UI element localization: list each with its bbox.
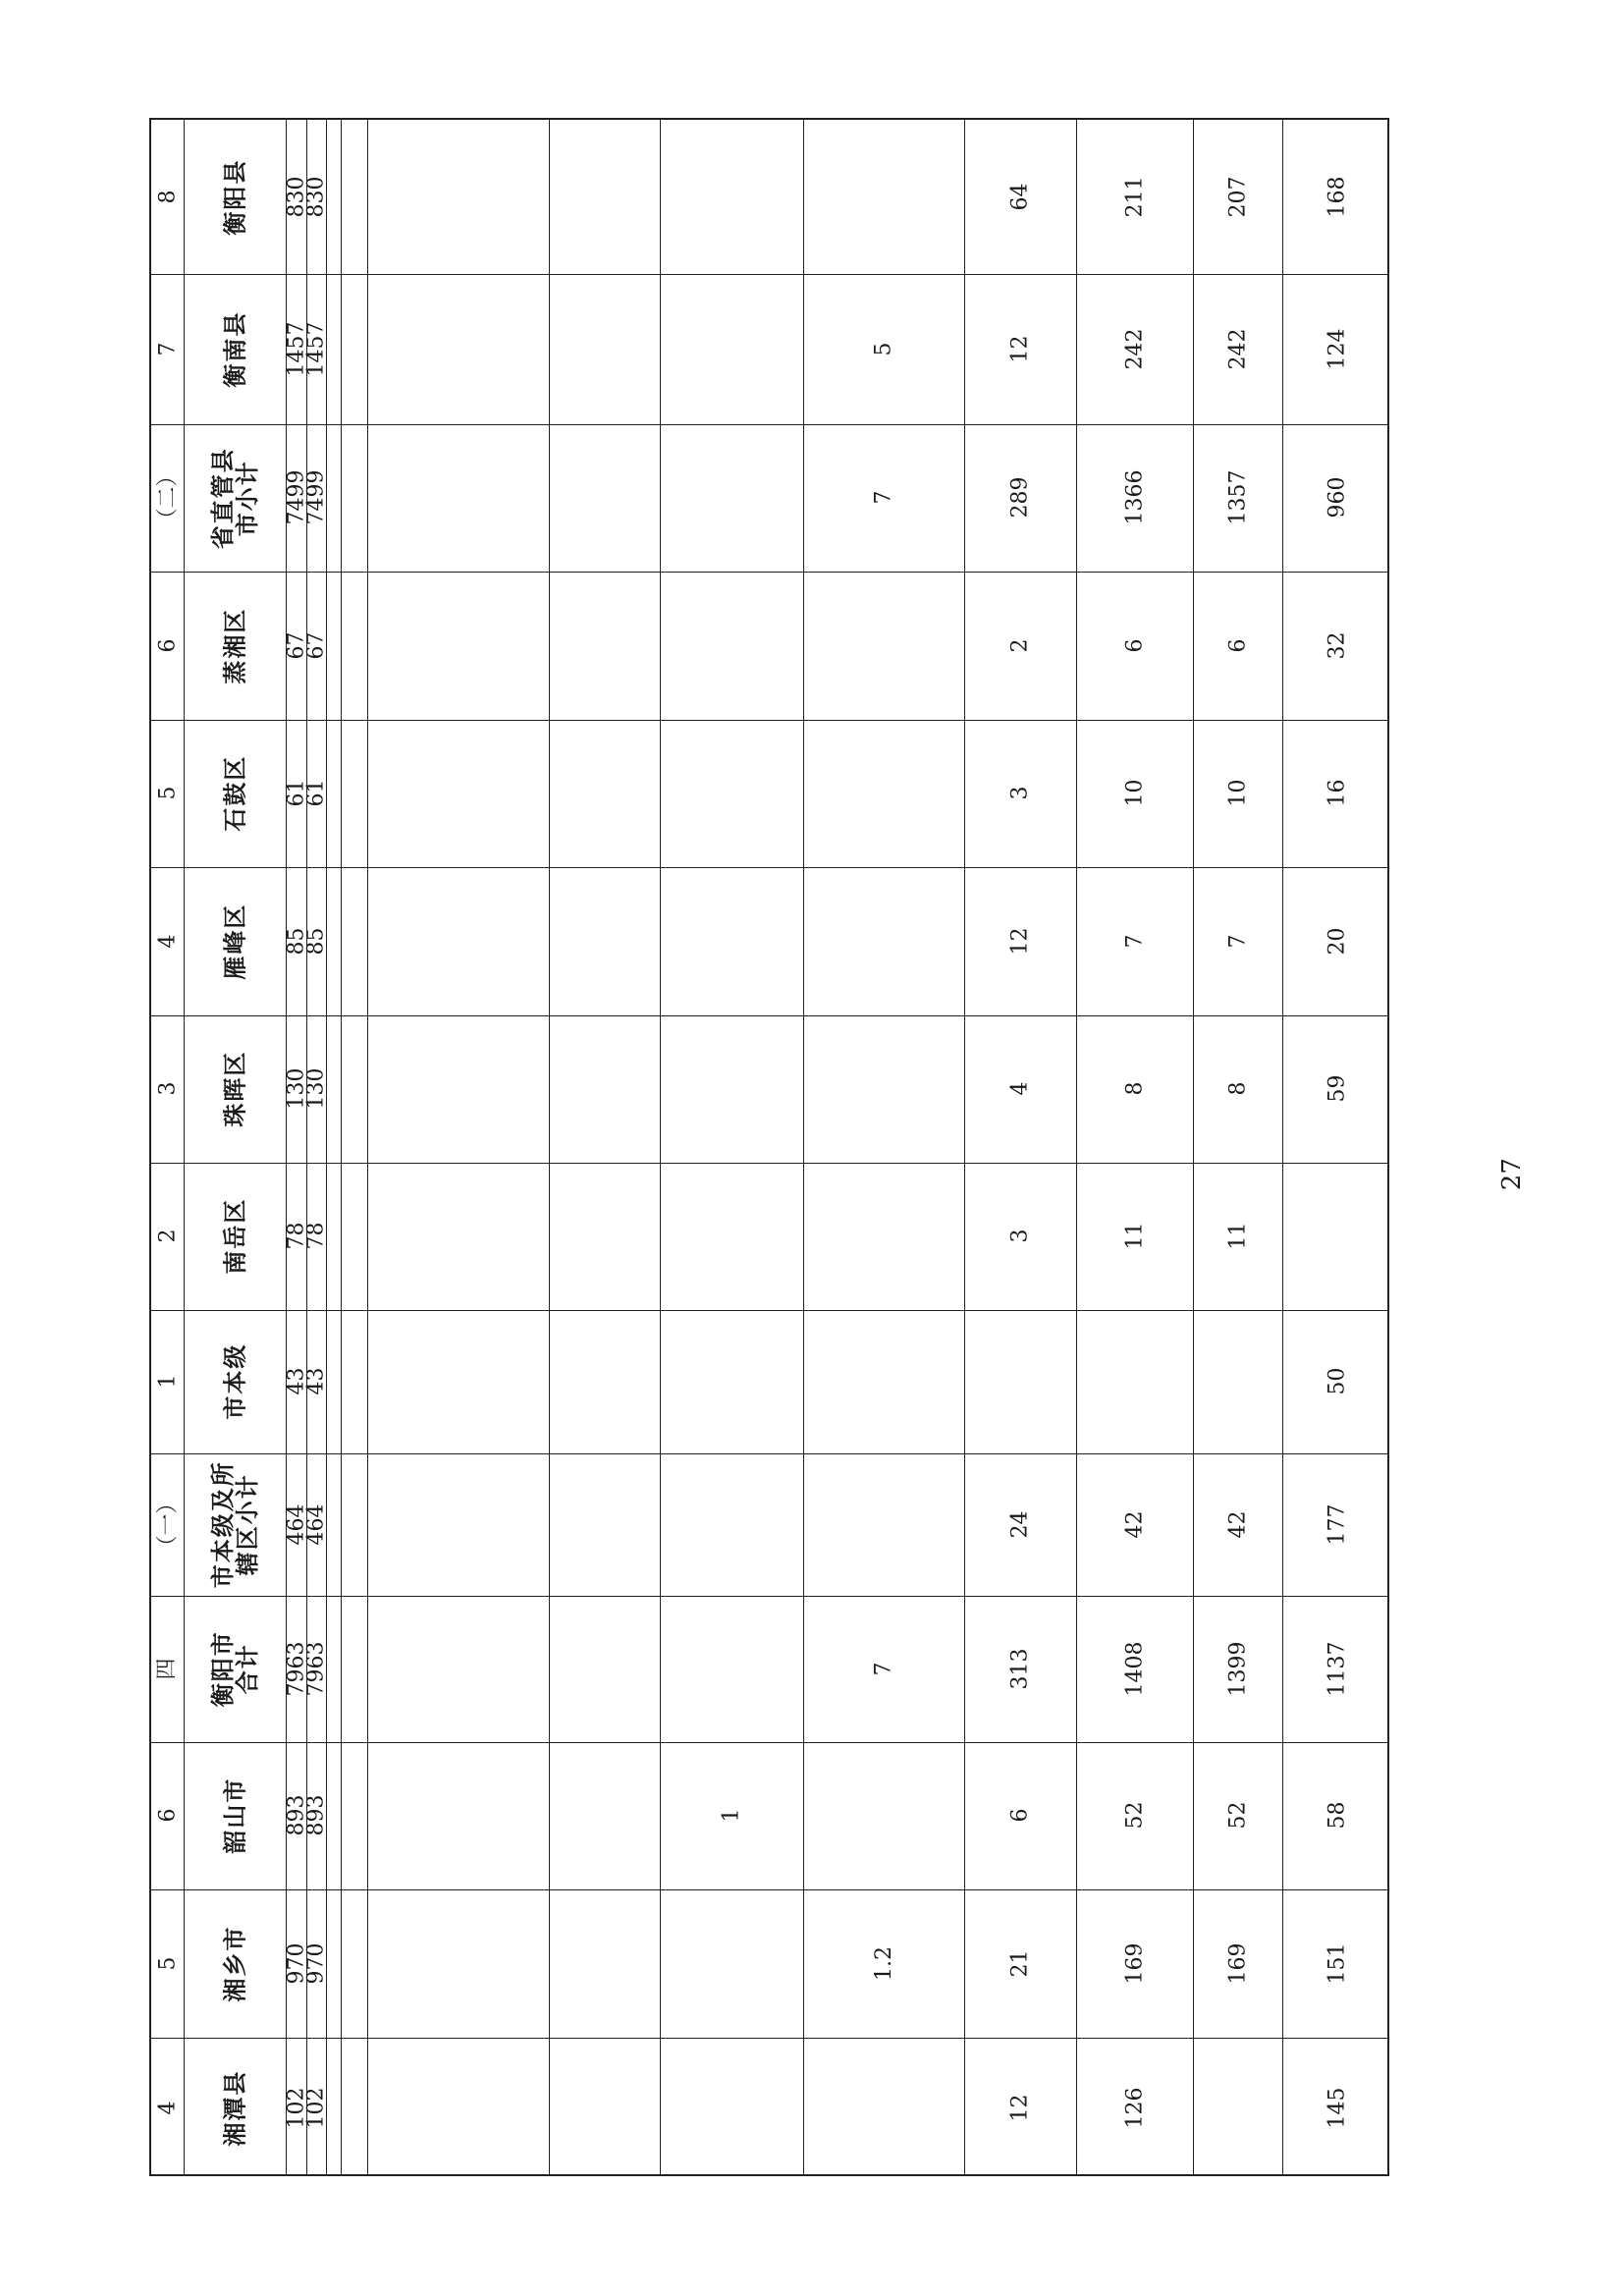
table-cell — [303, 720, 329, 867]
table-cell — [1282, 1453, 1391, 1596]
table-cell — [1193, 424, 1282, 572]
table-cell — [1282, 120, 1391, 274]
table-cell — [1076, 1596, 1193, 1742]
table-cell — [1076, 1889, 1193, 2038]
table-cell — [964, 1163, 1076, 1310]
table-cell — [1193, 572, 1282, 720]
cell-text: 85 — [303, 927, 329, 956]
table-cell — [1193, 2038, 1282, 2178]
column-index-cell — [151, 274, 184, 424]
cell-text: 3 — [1007, 787, 1033, 800]
table-cell — [660, 1889, 803, 2038]
cell-text: 4 — [1007, 1082, 1033, 1096]
cell-text: 61 — [303, 780, 329, 807]
table-cell — [303, 1596, 329, 1742]
cell-text: 130 — [283, 1068, 308, 1110]
column-header-cell — [184, 1889, 286, 2038]
table-cell — [1193, 274, 1282, 424]
table-cell — [303, 1742, 329, 1889]
table-cell — [660, 867, 803, 1015]
cell-text: 211 — [1121, 176, 1147, 218]
table-row-divider — [549, 120, 550, 2174]
cell-text: 2 — [154, 1230, 180, 1243]
cell-text: 960 — [1324, 477, 1349, 519]
cell-text: 7963 — [303, 1641, 329, 1697]
cell-text: 4 — [154, 2101, 180, 2115]
table-cell — [803, 274, 964, 424]
table-cell — [1076, 1310, 1193, 1453]
table-cell — [964, 1596, 1076, 1742]
table-cell — [1193, 1310, 1282, 1453]
table-cell — [964, 720, 1076, 867]
cell-text: 11 — [1224, 1223, 1250, 1250]
cell-text: 464 — [303, 1503, 329, 1546]
table-cell — [803, 1742, 964, 1889]
table-cell — [303, 867, 329, 1015]
table-cell — [1076, 572, 1193, 720]
cell-text: 169 — [1224, 1942, 1250, 1985]
table-cell — [803, 572, 964, 720]
cell-text: 1.2 — [871, 1946, 896, 1981]
table-cell — [303, 1453, 329, 1596]
table-cell — [303, 424, 329, 572]
table-cell — [1193, 1596, 1282, 1742]
cell-text: 43 — [283, 1368, 308, 1395]
table-cell — [1193, 1742, 1282, 1889]
table-cell — [660, 120, 803, 274]
column-header-cell — [184, 867, 286, 1015]
table-row-divider — [367, 120, 368, 2174]
table-cell — [303, 1015, 329, 1163]
table-cell — [803, 2038, 964, 2178]
table-cell — [803, 720, 964, 867]
table-cell — [1282, 1015, 1391, 1163]
column-header-cell — [184, 1453, 286, 1596]
cell-text: 61 — [283, 780, 308, 807]
table-cell — [660, 274, 803, 424]
cell-text: 970 — [303, 1942, 329, 1985]
cell-text: 12 — [1007, 335, 1033, 363]
cell-text: 50 — [1324, 1368, 1349, 1395]
column-index-cell — [151, 1015, 184, 1163]
table-cell — [1076, 424, 1193, 572]
table-cell — [964, 1889, 1076, 2038]
column-header-cell — [184, 120, 286, 274]
table-cell — [303, 1310, 329, 1453]
table-cell — [964, 1310, 1076, 1453]
table-cell — [803, 1453, 964, 1596]
table-cell — [660, 1310, 803, 1453]
table-cell — [303, 1163, 329, 1310]
table-cell — [1076, 1453, 1193, 1596]
column-index-cell — [151, 1453, 184, 1596]
table-cell — [1282, 1889, 1391, 2038]
table-cell — [1193, 1889, 1282, 2038]
cell-text: 893 — [303, 1795, 329, 1836]
cell-text: 177 — [1324, 1503, 1349, 1546]
cell-text: 市本级及所 辖区小计 — [207, 1460, 261, 1589]
cell-text: 10 — [1121, 780, 1147, 807]
cell-text: 7 — [1121, 934, 1147, 949]
table-cell — [803, 424, 964, 572]
cell-text: 石鼓区 — [220, 755, 249, 832]
cell-text: 1 — [719, 1809, 744, 1823]
cell-text: 126 — [1121, 2087, 1147, 2129]
cell-text: 830 — [303, 176, 329, 218]
cell-text: 313 — [1007, 1648, 1033, 1690]
cell-text: 20 — [1324, 927, 1349, 956]
table-cell — [660, 572, 803, 720]
cell-text: 59 — [1324, 1075, 1349, 1103]
cell-text: 湘潭县 — [220, 2069, 249, 2147]
column-index-cell — [151, 120, 184, 274]
column-header-cell — [184, 424, 286, 572]
table-cell — [964, 867, 1076, 1015]
cell-text: 85 — [283, 927, 308, 956]
cell-text: 130 — [303, 1068, 329, 1110]
cell-text: 67 — [283, 631, 308, 660]
column-header-cell — [184, 2038, 286, 2178]
cell-text: 湘乡市 — [220, 1925, 249, 2002]
cell-text: 1 — [154, 1375, 180, 1389]
cell-text: 3 — [154, 1082, 180, 1096]
table-cell — [1282, 1596, 1391, 1742]
cell-text: 3 — [1007, 1230, 1033, 1243]
cell-text: 52 — [1224, 1802, 1250, 1830]
table-cell — [1282, 1310, 1391, 1453]
cell-text: 151 — [1324, 1942, 1349, 1985]
cell-text: 12 — [1007, 2094, 1033, 2122]
table-cell — [1193, 120, 1282, 274]
table-cell — [1193, 867, 1282, 1015]
cell-text: 6 — [154, 638, 180, 653]
cell-text: 1137 — [1324, 1641, 1349, 1697]
table-row-divider — [326, 120, 327, 2174]
cell-text: 242 — [1224, 328, 1250, 370]
cell-text: 464 — [283, 1503, 308, 1546]
cell-text: 1457 — [303, 321, 329, 377]
table-cell — [964, 572, 1076, 720]
table-cell — [1193, 1015, 1282, 1163]
page-number-text: 27 — [1496, 1158, 1527, 1191]
table-cell — [1076, 120, 1193, 274]
cell-text: 6 — [154, 1809, 180, 1823]
column-header-cell — [184, 720, 286, 867]
cell-text: 衡阳县 — [220, 158, 249, 236]
cell-text: 省直管县 市小计 — [207, 447, 261, 549]
cell-text: 5 — [871, 342, 896, 356]
column-header-cell — [184, 274, 286, 424]
cell-text: 6 — [1121, 638, 1147, 653]
cell-text: 南岳区 — [220, 1198, 249, 1275]
table-cell — [803, 120, 964, 274]
table-cell — [964, 274, 1076, 424]
cell-text: 970 — [283, 1942, 308, 1985]
cell-text: 5 — [154, 1956, 180, 1971]
table-cell — [803, 1015, 964, 1163]
column-index-cell — [151, 1596, 184, 1742]
cell-text: 145 — [1324, 2087, 1349, 2129]
cell-text: 42 — [1121, 1510, 1147, 1539]
column-header-cell — [184, 572, 286, 720]
cell-text: 1457 — [283, 321, 308, 377]
table-cell — [303, 1889, 329, 2038]
column-index-cell — [151, 867, 184, 1015]
table-cell — [964, 1742, 1076, 1889]
cell-text: 7 — [1224, 934, 1250, 949]
cell-text: 242 — [1121, 328, 1147, 370]
cell-text: 7 — [154, 342, 180, 356]
cell-text: 珠晖区 — [220, 1051, 249, 1127]
cell-text: 衡阳市 合计 — [207, 1630, 261, 1708]
table-cell — [1076, 2038, 1193, 2178]
cell-text: 4 — [154, 934, 180, 949]
table-cell — [803, 1163, 964, 1310]
table-row-divider — [341, 120, 342, 2174]
cell-text: 韶山市 — [220, 1777, 249, 1854]
table-cell — [660, 1453, 803, 1596]
cell-text: （一） — [154, 1492, 180, 1558]
table-cell — [1282, 1742, 1391, 1889]
cell-text: 7 — [871, 491, 896, 505]
table-cell — [660, 424, 803, 572]
column-header-cell — [184, 1742, 286, 1889]
cell-text: 893 — [283, 1795, 308, 1836]
column-index-cell — [151, 1889, 184, 2038]
cell-text: 169 — [1121, 1942, 1147, 1985]
cell-text: 64 — [1007, 183, 1033, 211]
table-cell — [1282, 424, 1391, 572]
cell-text: 雁峰区 — [220, 902, 249, 980]
table-cell — [1193, 720, 1282, 867]
cell-text: 5 — [154, 787, 180, 800]
table-cell — [964, 2038, 1076, 2178]
cell-text: 7 — [871, 1662, 896, 1676]
table-cell — [660, 1015, 803, 1163]
table-cell — [1282, 867, 1391, 1015]
cell-text: 78 — [283, 1223, 308, 1250]
table-cell — [1193, 1453, 1282, 1596]
cell-text: 21 — [1007, 1949, 1033, 1978]
table-cell — [303, 120, 329, 274]
cell-text: 7499 — [283, 470, 308, 525]
table-cell — [1076, 867, 1193, 1015]
column-index-cell — [151, 1310, 184, 1453]
table-cell — [1282, 720, 1391, 867]
table-cell — [1193, 1163, 1282, 1310]
cell-text: 207 — [1224, 176, 1250, 218]
table-cell — [660, 2038, 803, 2178]
column-index-cell — [151, 2038, 184, 2178]
table-cell — [1076, 720, 1193, 867]
cell-text: 6 — [1007, 1809, 1033, 1823]
table-cell — [803, 1889, 964, 2038]
table-cell — [803, 867, 964, 1015]
cell-text: 78 — [303, 1223, 329, 1250]
cell-text: 7963 — [283, 1641, 308, 1697]
cell-text: 43 — [303, 1368, 329, 1395]
table-cell — [964, 120, 1076, 274]
cell-text: 102 — [283, 2087, 308, 2129]
table-cell — [964, 424, 1076, 572]
cell-text: 2 — [1007, 638, 1033, 653]
cell-text: 市本级 — [220, 1343, 249, 1420]
cell-text: （二） — [154, 465, 180, 531]
cell-text: 蒸湘区 — [220, 607, 249, 684]
column-index-cell — [151, 720, 184, 867]
cell-text: 102 — [303, 2087, 329, 2129]
cell-text: 7499 — [303, 470, 329, 525]
table-cell — [1282, 2038, 1391, 2178]
table-cell — [660, 1163, 803, 1310]
table-cell — [1076, 1163, 1193, 1310]
table-cell — [303, 572, 329, 720]
cell-text: 1366 — [1121, 470, 1147, 525]
cell-text: 52 — [1121, 1802, 1147, 1830]
cell-text: 四 — [154, 1658, 180, 1680]
cell-text: 124 — [1324, 328, 1349, 370]
cell-text: 24 — [1007, 1510, 1033, 1539]
table-cell — [964, 1015, 1076, 1163]
cell-text: 58 — [1324, 1802, 1349, 1830]
table-cell — [1076, 1742, 1193, 1889]
column-index-cell — [151, 572, 184, 720]
column-header-cell — [184, 1310, 286, 1453]
table-cell — [803, 1596, 964, 1742]
table-cell — [660, 1596, 803, 1742]
cell-text: 6 — [1224, 638, 1250, 653]
table-cell — [1282, 1163, 1391, 1310]
cell-text: 8 — [1121, 1082, 1147, 1096]
cell-text: 42 — [1224, 1510, 1250, 1539]
table-cell — [303, 274, 329, 424]
column-header-cell — [184, 1596, 286, 1742]
table-cell — [964, 1453, 1076, 1596]
cell-text: 12 — [1007, 927, 1033, 956]
table-cell — [1076, 1015, 1193, 1163]
cell-text: 168 — [1324, 176, 1349, 218]
table-cell — [1282, 572, 1391, 720]
table-cell — [803, 1310, 964, 1453]
cell-text: 830 — [283, 176, 308, 218]
table-cell — [1282, 274, 1391, 424]
cell-text: 8 — [1224, 1082, 1250, 1096]
cell-text: 32 — [1324, 631, 1349, 660]
cell-text: 8 — [154, 190, 180, 204]
cell-text: 衡南县 — [220, 310, 249, 388]
table-cell — [660, 720, 803, 867]
cell-text: 16 — [1324, 780, 1349, 807]
table-cell — [1076, 274, 1193, 424]
cell-text: 1357 — [1224, 470, 1250, 525]
column-index-cell — [151, 1742, 184, 1889]
column-header-cell — [184, 1163, 286, 1310]
data-table — [149, 118, 1389, 2176]
column-index-cell — [151, 1163, 184, 1310]
cell-text: 289 — [1007, 477, 1033, 519]
table-cell — [303, 2038, 329, 2178]
cell-text: 1408 — [1121, 1641, 1147, 1697]
page-number — [1496, 1158, 1529, 1191]
cell-text: 67 — [303, 631, 329, 660]
cell-text: 10 — [1224, 780, 1250, 807]
cell-text: 1399 — [1224, 1641, 1250, 1697]
cell-text: 11 — [1121, 1223, 1147, 1250]
table-cell — [660, 1742, 803, 1889]
column-index-cell — [151, 424, 184, 572]
column-header-cell — [184, 1015, 286, 1163]
